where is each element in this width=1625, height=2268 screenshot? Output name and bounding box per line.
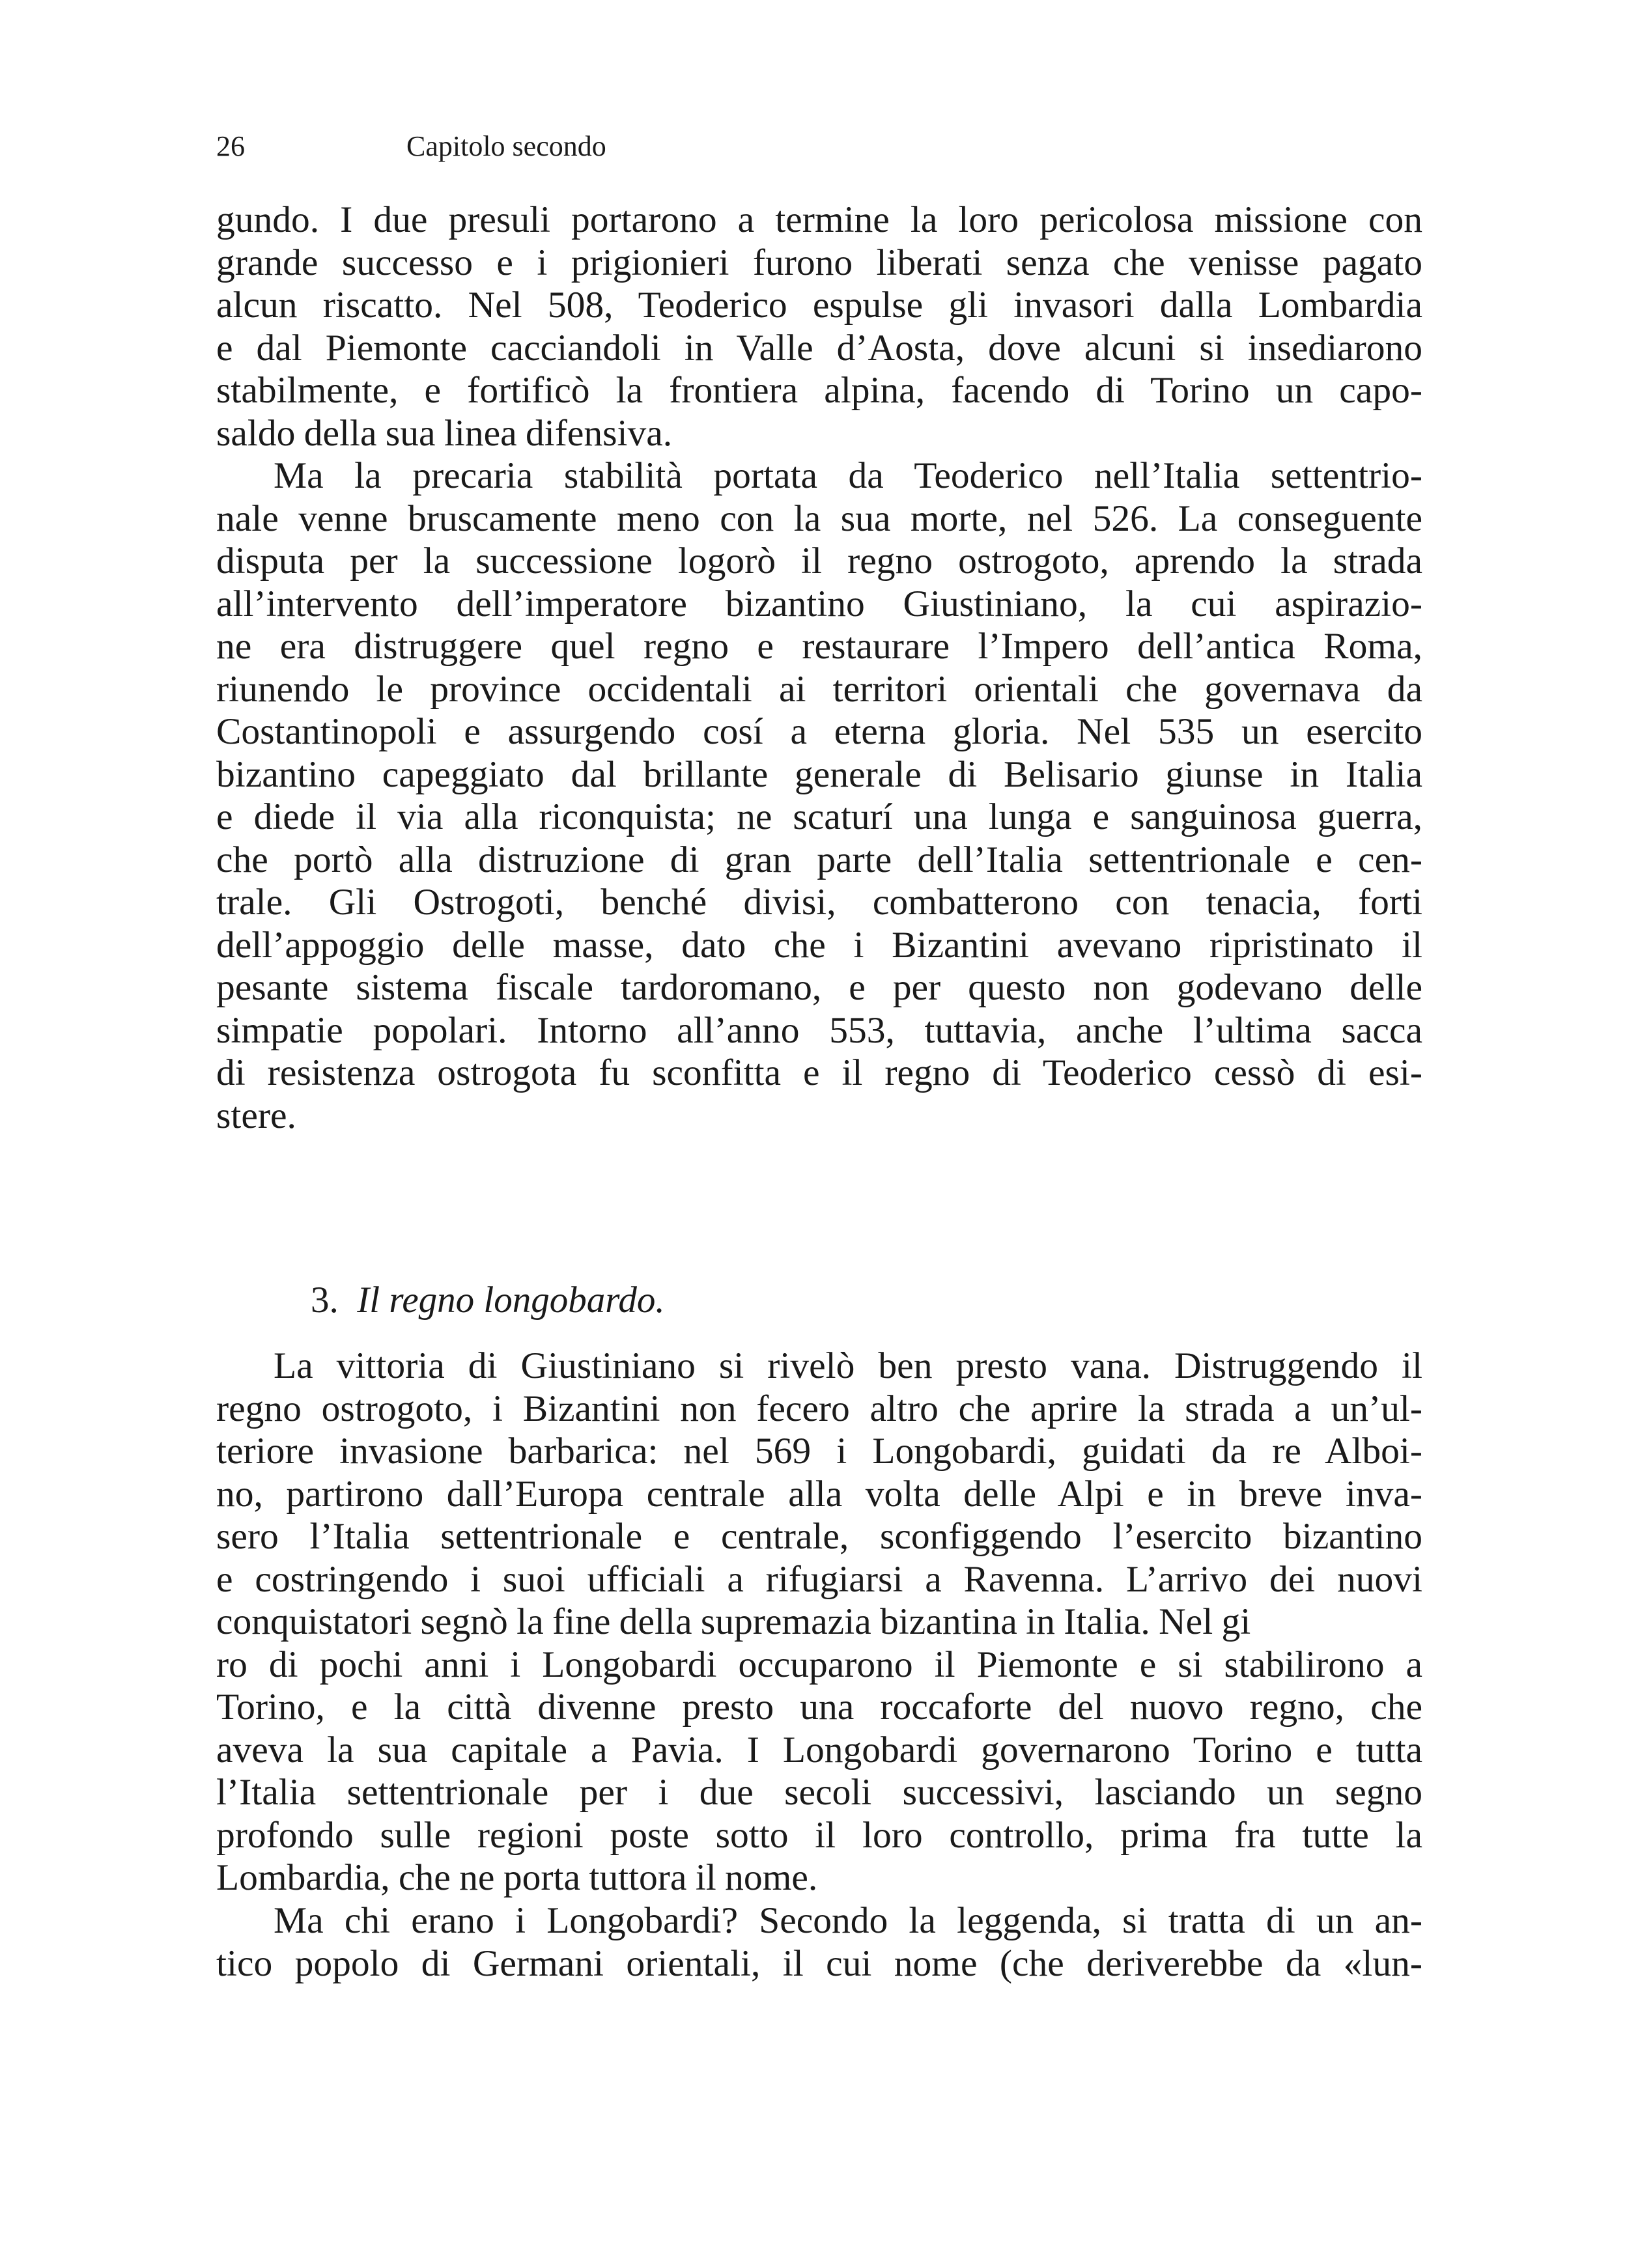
- text-line: pesante sistema fiscale tardoromano, e per questo non godevano delle: [216, 967, 1422, 1008]
- text-line: teriore invasione barbarica: nel 569 i Longobardi, guidati da re Alboi-: [216, 1431, 1422, 1472]
- text-line: aveva la sua capitale a Pavia. I Longobardi governarono Torino e tutta: [216, 1729, 1422, 1771]
- text-line: La vittoria di Giustiniano si rivelò ben presto vana. Distruggendo il: [274, 1345, 1422, 1386]
- text-line: profondo sulle regioni poste sotto il loro controllo, prima fra tutte la: [216, 1814, 1422, 1856]
- paragraph-continuation: [216, 199, 1422, 455]
- section-title: Il regno longobardo.: [357, 1280, 665, 1321]
- text-line: all’intervento dell’imperatore bizantino Giustiniano, la cui aspirazio-: [216, 583, 1422, 624]
- text-line: saldo della sua linea difensiva.: [216, 412, 673, 454]
- text-line: nale venne bruscamente meno con la sua morte, nel 526. La conseguente: [216, 497, 1422, 539]
- paragraph: [216, 455, 1422, 1137]
- text-line: riunendo le province occidentali ai territori orientali che governava da: [216, 668, 1422, 710]
- text-line: sero l’Italia settentrionale e centrale, sconfiggendo l’esercito bizantino: [216, 1516, 1422, 1557]
- text-line: conquistatori segnò la fine della supremazia bizantina in Italia. Nel gi: [216, 1601, 1251, 1642]
- text-line: e dal Piemonte cacciandoli in Valle d’Aosta, dove alcuni si insediarono: [216, 327, 1422, 369]
- text-line: ro di pochi anni i Longobardi occuparono il Piemonte e si stabilirono a: [216, 1644, 1422, 1685]
- text-line: stabilmente, e fortificò la frontiera alpina, facendo di Torino un capo-: [216, 370, 1422, 411]
- text-line: stere.: [216, 1095, 296, 1136]
- paragraph: [216, 1345, 1422, 1899]
- text-line: ne era distruggere quel regno e restaurare l’Impero dell’antica Roma,: [216, 626, 1422, 667]
- text-line: regno ostrogoto, i Bizantini non fecero altro che aprire la strada a un’ul-: [216, 1388, 1422, 1429]
- text-line: che portò alla distruzione di gran parte dell’Italia settentrionale e cen-: [216, 839, 1422, 880]
- running-head: [216, 124, 1422, 169]
- text-line: alcun riscatto. Nel 508, Teoderico espulse gli invasori dalla Lombardia: [216, 285, 1422, 326]
- text-line: di resistenza ostrogota fu sconfitta e il regno di Teoderico cessò di esi-: [216, 1052, 1422, 1093]
- page-number: 26: [216, 130, 245, 162]
- text-line: Ma chi erano i Longobardi? Secondo la leggenda, si tratta di un an-: [274, 1900, 1422, 1941]
- text-line: gundo. I due presuli portarono a termine la loro pericolosa missione con: [216, 199, 1422, 240]
- text-line: dell’appoggio delle masse, dato che i Bizantini avevano ripristinato il: [216, 924, 1422, 966]
- paragraph: [216, 1899, 1422, 1985]
- text-line: Torino, e la città divenne presto una roccaforte del nuovo regno, che: [216, 1687, 1422, 1728]
- text-line: no, partirono dall’Europa centrale alla volta delle Alpi e in breve inva-: [216, 1473, 1422, 1515]
- chapter-title: Capitolo secondo: [406, 130, 606, 162]
- text-line: grande successo e i prigionieri furono liberati senza che venisse pagato: [216, 242, 1422, 283]
- text-line: Costantinopoli e assurgendo cosí a eterna gloria. Nel 535 un esercito: [216, 711, 1422, 752]
- text-line: Lombardia, che ne porta tuttora il nome.: [216, 1857, 818, 1898]
- text-line: disputa per la successione logorò il regno ostrogoto, aprendo la strada: [216, 540, 1422, 581]
- text-line: l’Italia settentrionale per i due secoli successivi, lasciando un segno: [216, 1772, 1422, 1813]
- text-line: Ma la precaria stabilità portata da Teoderico nell’Italia settentrio-: [274, 455, 1422, 496]
- text-line: e diede il via alla riconquista; ne scaturí una lunga e sanguinosa guerra,: [216, 796, 1422, 837]
- text-line: bizantino capeggiato dal brillante generale di Belisario giunse in Italia: [216, 753, 1422, 795]
- section-number: 3.: [311, 1280, 339, 1321]
- text-line: trale. Gli Ostrogoti, benché divisi, combatterono con tenacia, forti: [216, 882, 1422, 923]
- text-line: simpatie popolari. Intorno all’anno 553, tuttavia, anche l’ultima sacca: [216, 1009, 1422, 1051]
- text-line: tico popolo di Germani orientali, il cui nome (che deriverebbe da «lun-: [216, 1942, 1422, 1984]
- text-line: e costringendo i suoi ufficiali a rifugiarsi a Ravenna. L’arrivo dei nuovi: [216, 1558, 1422, 1600]
